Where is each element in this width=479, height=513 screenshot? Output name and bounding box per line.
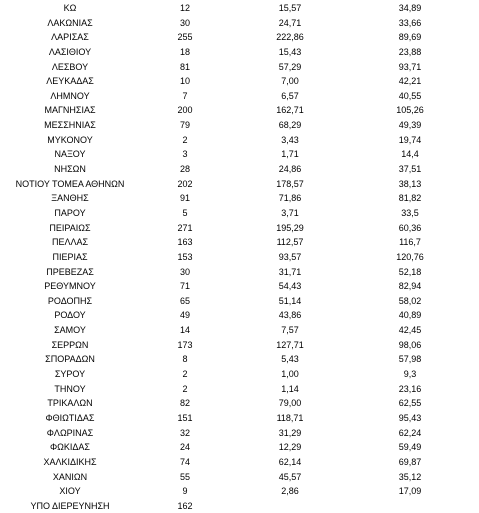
region-name-cell: ΠΕΛΛΑΣ bbox=[51, 237, 89, 248]
table-row bbox=[0, 308, 479, 323]
average-cell: 24,71 bbox=[278, 17, 302, 28]
average-cell: 57,29 bbox=[278, 61, 302, 72]
rate-cell: 40,55 bbox=[398, 90, 422, 101]
table-row bbox=[0, 103, 479, 118]
cases-cell: 24 bbox=[179, 442, 190, 453]
cases-cell: 79 bbox=[179, 120, 190, 131]
region-name-cell: ΣΥΡΟΥ bbox=[54, 369, 86, 380]
average-cell: 178,57 bbox=[276, 178, 304, 189]
table-row bbox=[0, 30, 479, 45]
region-name-cell: ΛΕΣΒΟΥ bbox=[51, 61, 89, 72]
region-name-cell: ΛΑΣΙΘΙΟΥ bbox=[48, 46, 92, 57]
cases-cell: 255 bbox=[177, 32, 193, 43]
rate-cell: 59,49 bbox=[398, 442, 422, 453]
table-row bbox=[0, 265, 479, 280]
cases-cell: 202 bbox=[177, 178, 193, 189]
average-cell: 43,86 bbox=[278, 310, 302, 321]
rate-cell: 69,87 bbox=[398, 456, 422, 467]
cases-cell: 7 bbox=[182, 90, 188, 101]
average-cell: 118,71 bbox=[276, 412, 304, 423]
average-cell: 71,86 bbox=[278, 193, 302, 204]
average-cell: 3,43 bbox=[281, 134, 299, 145]
cases-cell: 65 bbox=[179, 295, 190, 306]
average-cell: 112,57 bbox=[276, 237, 304, 248]
cases-cell: 82 bbox=[179, 398, 190, 409]
rate-cell: 95,43 bbox=[398, 412, 422, 423]
table-row bbox=[0, 16, 479, 31]
average-cell: 1,00 bbox=[281, 369, 299, 380]
table-row bbox=[0, 133, 479, 148]
cases-cell: 2 bbox=[182, 369, 188, 380]
table-row bbox=[0, 118, 479, 133]
average-cell: 5,43 bbox=[281, 354, 299, 365]
average-cell: 15,57 bbox=[278, 3, 302, 13]
table-row bbox=[0, 177, 479, 192]
region-name-cell: ΣΑΜΟΥ bbox=[54, 325, 86, 336]
rate-cell: 57,98 bbox=[398, 354, 422, 365]
rate-cell: 33,66 bbox=[398, 17, 422, 28]
table-row bbox=[0, 1, 479, 16]
average-cell: 31,71 bbox=[278, 266, 302, 277]
region-name-cell: ΧΙΟΥ bbox=[59, 486, 81, 497]
average-cell: 45,57 bbox=[278, 471, 302, 482]
region-name-cell: ΡΕΘΥΜΝΟΥ bbox=[44, 281, 96, 292]
table-row bbox=[0, 338, 479, 353]
average-cell: 7,57 bbox=[281, 325, 299, 336]
cases-cell: 91 bbox=[179, 193, 190, 204]
rate-cell: 81,82 bbox=[398, 193, 422, 204]
table-row bbox=[0, 162, 479, 177]
rate-cell: 42,21 bbox=[398, 76, 422, 87]
average-cell: 68,29 bbox=[278, 120, 302, 131]
average-cell: 2,86 bbox=[281, 486, 299, 497]
cases-cell: 30 bbox=[179, 266, 190, 277]
cases-cell: 81 bbox=[179, 61, 190, 72]
table-row bbox=[0, 45, 479, 60]
region-name-cell: ΠΙΕΡΙΑΣ bbox=[52, 251, 88, 262]
average-cell: 54,43 bbox=[278, 281, 302, 292]
average-cell: 195,29 bbox=[276, 222, 304, 233]
cases-cell: 14 bbox=[179, 325, 190, 336]
cases-cell: 271 bbox=[177, 222, 193, 233]
table-row bbox=[0, 89, 479, 104]
rate-cell: 89,69 bbox=[398, 32, 422, 43]
rate-cell: 40,89 bbox=[398, 310, 422, 321]
rate-cell: 9,3 bbox=[403, 369, 417, 380]
table-row bbox=[0, 60, 479, 75]
average-cell: 31,29 bbox=[278, 427, 302, 438]
region-name-cell: ΦΩΚΙΔΑΣ bbox=[50, 442, 90, 453]
rate-cell: 19,74 bbox=[398, 134, 422, 145]
table-row bbox=[0, 250, 479, 265]
cases-cell: 151 bbox=[177, 412, 193, 423]
region-name-cell: ΦΘΙΩΤΙΔΑΣ bbox=[45, 412, 95, 423]
region-name-cell: ΠΑΡΟΥ bbox=[54, 207, 86, 218]
cases-cell: 153 bbox=[177, 251, 193, 262]
cases-cell: 55 bbox=[179, 471, 190, 482]
region-name-cell: ΡΟΔΟΥ bbox=[54, 310, 86, 321]
table-row bbox=[0, 74, 479, 89]
cases-cell: 71 bbox=[179, 281, 190, 292]
cases-cell: 10 bbox=[179, 76, 190, 87]
average-cell: 222,86 bbox=[276, 32, 304, 43]
region-name-cell: ΛΗΜΝΟΥ bbox=[50, 90, 90, 101]
region-name-cell: ΣΕΡΡΩΝ bbox=[51, 339, 89, 350]
table-row bbox=[0, 221, 479, 236]
region-name-cell: ΣΠΟΡΑΔΩΝ bbox=[45, 354, 95, 365]
cases-cell: 30 bbox=[179, 17, 190, 28]
region-name-cell: ΜΑΓΝΗΣΙΑΣ bbox=[44, 105, 96, 116]
average-cell: 93,57 bbox=[278, 251, 302, 262]
rate-cell: 34,89 bbox=[398, 3, 422, 13]
rate-cell: 52,18 bbox=[398, 266, 422, 277]
table-row bbox=[0, 323, 479, 338]
region-name-cell: ΝΗΣΩΝ bbox=[54, 164, 86, 175]
region-name-cell: ΜΥΚΟΝΟΥ bbox=[47, 134, 93, 145]
cases-cell: 5 bbox=[182, 207, 188, 218]
region-name-cell: ΜΕΣΣΗΝΙΑΣ bbox=[44, 120, 96, 131]
rate-cell: 37,51 bbox=[398, 164, 422, 175]
rate-cell: 35,12 bbox=[398, 471, 422, 482]
region-name-cell: ΥΠΟ ΔΙΕΡΕΥΝΗΣΗ bbox=[30, 500, 110, 511]
rate-cell: 60,36 bbox=[398, 222, 422, 233]
table-row bbox=[0, 440, 479, 455]
rate-cell: 93,71 bbox=[398, 61, 422, 72]
rate-cell: 42,45 bbox=[398, 325, 422, 336]
region-name-cell: ΝΟΤΙΟΥ ΤΟΜΕΑ ΑΘΗΝΩΝ bbox=[15, 178, 125, 189]
table-row bbox=[0, 206, 479, 221]
cases-cell: 12 bbox=[179, 3, 190, 13]
table-row bbox=[0, 367, 479, 382]
rate-cell: 62,55 bbox=[398, 398, 422, 409]
table-row bbox=[0, 279, 479, 294]
average-cell: 15,43 bbox=[278, 46, 302, 57]
table-row bbox=[0, 352, 479, 367]
table-row bbox=[0, 294, 479, 309]
cases-cell: 162 bbox=[177, 500, 193, 511]
cases-cell: 32 bbox=[179, 427, 190, 438]
cases-cell: 3 bbox=[182, 149, 188, 160]
region-name-cell: ΚΩ bbox=[63, 3, 77, 13]
cases-cell: 49 bbox=[179, 310, 190, 321]
rate-cell: 82,94 bbox=[398, 281, 422, 292]
region-name-cell: ΧΑΛΚΙΔΙΚΗΣ bbox=[43, 456, 97, 467]
average-cell: 6,57 bbox=[281, 90, 299, 101]
cases-cell: 74 bbox=[179, 456, 190, 467]
average-cell: 24,86 bbox=[278, 164, 302, 175]
rate-cell: 105,26 bbox=[396, 105, 424, 116]
table-row bbox=[0, 396, 479, 411]
cases-cell: 163 bbox=[177, 237, 193, 248]
table-row bbox=[0, 382, 479, 397]
region-name-cell: ΠΡΕΒΕΖΑΣ bbox=[46, 266, 94, 277]
region-name-cell: ΧΑΝΙΩΝ bbox=[52, 471, 88, 482]
table-row bbox=[0, 484, 479, 499]
region-name-cell: ΠΕΙΡΑΙΩΣ bbox=[49, 222, 91, 233]
table-row bbox=[0, 426, 479, 441]
cases-cell: 2 bbox=[182, 383, 188, 394]
average-cell: 7,00 bbox=[281, 76, 299, 87]
average-cell: 162,71 bbox=[276, 105, 304, 116]
average-cell: 79,00 bbox=[278, 398, 302, 409]
rate-cell: 120,76 bbox=[396, 251, 424, 262]
average-cell: 12,29 bbox=[278, 442, 302, 453]
table-row bbox=[0, 191, 479, 206]
region-name-cell: ΛΕΥΚΑΔΑΣ bbox=[46, 76, 94, 87]
region-name-cell: ΝΑΞΟΥ bbox=[54, 149, 86, 160]
region-name-cell: ΤΡΙΚΑΛΩΝ bbox=[47, 398, 93, 409]
cases-cell: 2 bbox=[182, 134, 188, 145]
average-cell: 1,71 bbox=[281, 149, 299, 160]
rate-cell: 14,4 bbox=[401, 149, 419, 160]
rate-cell: 17,09 bbox=[398, 486, 422, 497]
rate-cell: 33,5 bbox=[401, 207, 419, 218]
region-name-cell: ΞΑΝΘΗΣ bbox=[51, 193, 89, 204]
table-row bbox=[0, 455, 479, 470]
cases-cell: 200 bbox=[177, 105, 193, 116]
cases-cell: 9 bbox=[182, 486, 188, 497]
rate-cell: 58,02 bbox=[398, 295, 422, 306]
rate-cell: 62,24 bbox=[398, 427, 422, 438]
table-row bbox=[0, 235, 479, 250]
table-row bbox=[0, 499, 479, 513]
average-cell: 51,14 bbox=[278, 295, 302, 306]
region-name-cell: ΡΟΔΟΠΗΣ bbox=[47, 295, 93, 306]
average-cell: 1,14 bbox=[281, 383, 299, 394]
cases-cell: 28 bbox=[179, 164, 190, 175]
region-name-cell: ΛΑΡΙΣΑΣ bbox=[51, 32, 89, 43]
rate-cell: 38,13 bbox=[398, 178, 422, 189]
rate-cell: 23,88 bbox=[398, 46, 422, 57]
table-row bbox=[0, 411, 479, 426]
region-name-cell: ΤΗΝΟΥ bbox=[54, 383, 86, 394]
region-name-cell: ΦΛΩΡΙΝΑΣ bbox=[46, 427, 94, 438]
cases-cell: 8 bbox=[182, 354, 188, 365]
rate-cell: 49,39 bbox=[398, 120, 422, 131]
average-cell: 62,14 bbox=[278, 456, 302, 467]
table-row bbox=[0, 147, 479, 162]
average-cell: 127,71 bbox=[276, 339, 304, 350]
average-cell: 3,71 bbox=[281, 207, 299, 218]
rate-cell: 23,16 bbox=[398, 383, 422, 394]
rate-cell: 116,7 bbox=[399, 237, 421, 248]
cases-cell: 18 bbox=[179, 46, 190, 57]
regional-data-table bbox=[0, 1, 479, 513]
table-row bbox=[0, 470, 479, 485]
region-name-cell: ΛΑΚΩΝΙΑΣ bbox=[47, 17, 93, 28]
cases-cell: 173 bbox=[177, 339, 193, 350]
rate-cell: 98,06 bbox=[398, 339, 422, 350]
